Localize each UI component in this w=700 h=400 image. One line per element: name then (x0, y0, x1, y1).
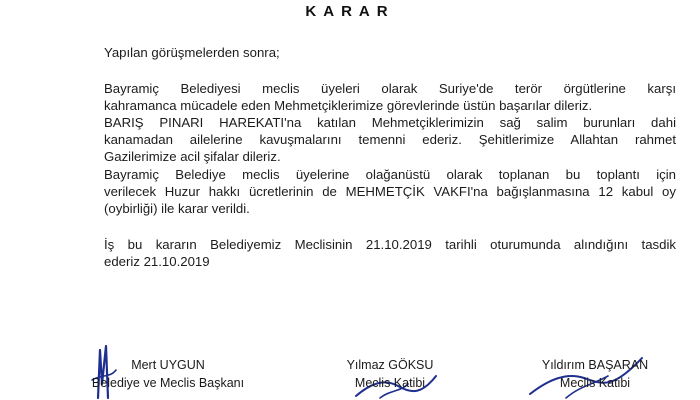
paragraph-line-3: BARIŞ PINARI HAREKATI'na katılan Mehmetçiklerimizin sağ salim burunları dahi (104, 115, 676, 130)
paragraph-line-9: İş bu kararın Belediyemiz Meclisinin 21.10.2019 tarihli oturumunda alındığını tasdik (104, 237, 676, 252)
signature-block-1 (48, 356, 288, 392)
signature-block-3 (500, 356, 690, 392)
paragraph-line-6: Bayramiç Belediye meclis üyelerine olağanüstü olarak toplanan bu toplantı için (104, 167, 676, 182)
intro-line: Yapılan görüşmelerden sonra; (104, 45, 280, 60)
signatory-title: Meclis Katibi (354, 376, 426, 390)
paragraph-line-4: kanamadan ailelerine kavuşmalarını temenni ederiz. Şehitlerimize Allahtan rahmet (104, 132, 676, 147)
paragraph-line-5: Gazilerimize acil şifalar dileriz. (104, 149, 281, 164)
paragraph-line-1: Bayramiç Belediyesi meclis üyeleri olarak Suriye'de terör örgütlerine karşı (104, 81, 676, 96)
paragraph-line-8: (oybirliği) ile karar verildi. (104, 201, 250, 216)
document-title: KARAR (305, 3, 395, 20)
paragraph-line-2: kahramanca mücadele eden Mehmetçiklerimize görevlerinde üstün başarılar dileriz. (104, 98, 593, 113)
paragraph-line-7: verilecek Huzur hakkı ücretlerinin de MEHMETÇİK VAKFI'na bağışlanmasına 12 kabul oy (104, 184, 676, 199)
signatory-name: Yıldırım BAŞARAN (541, 358, 649, 372)
paragraph-line-10: ederiz 21.10.2019 (104, 254, 210, 269)
signatory-title: Meclis Katibi (559, 376, 631, 390)
signatory-name: Yılmaz GÖKSU (346, 358, 434, 372)
signatory-name: Mert UYGUN (131, 358, 205, 372)
signatory-title: Belediye ve Meclis Başkanı (91, 376, 245, 390)
signature-block-2 (300, 356, 480, 392)
